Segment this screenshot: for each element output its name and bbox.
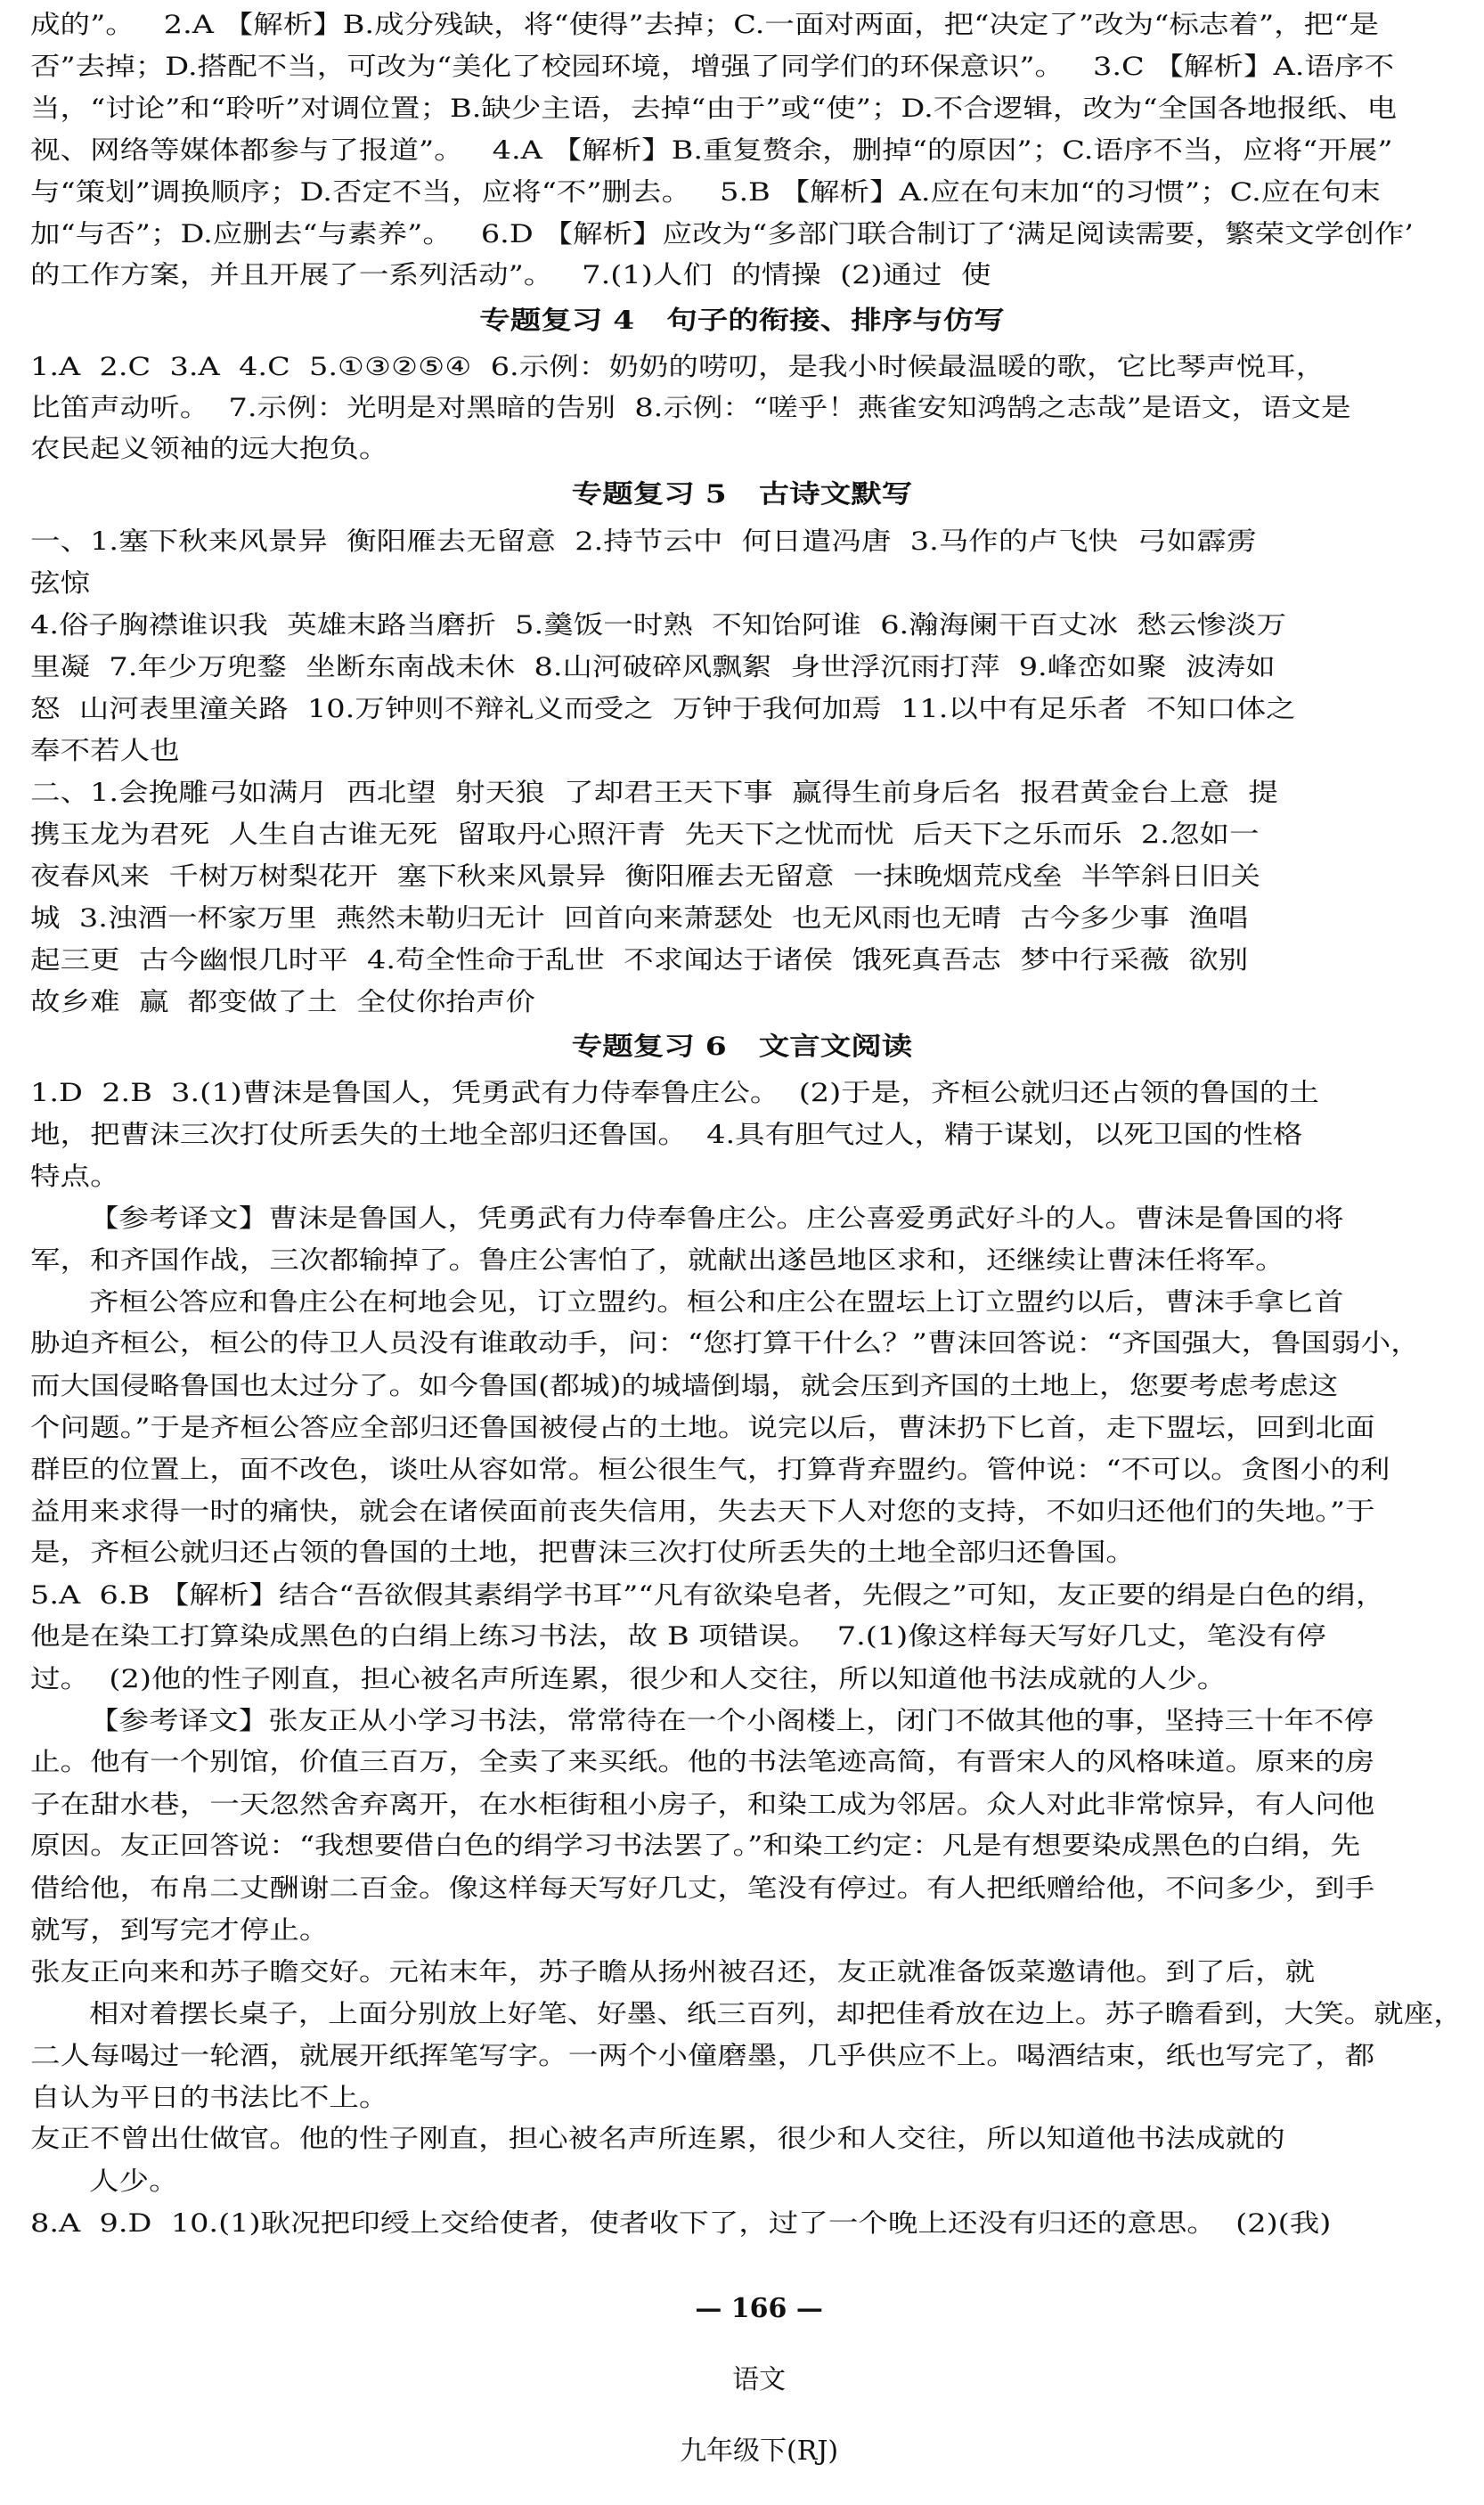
text-line: 就写，到写完才停止。 — [30, 1915, 330, 1945]
text-line: 的工作方案，并且开展了一系列活动”。 7.(1)人们 的情操 (2)通过 使 — [30, 261, 991, 290]
text-line: 1.A 2.C 3.A 4.C 5.①③②⑤④ 6.示例：奶奶的唠叨，是我小时候最温暖的歌，它比琴声悦耳， — [30, 352, 1326, 382]
text-line: 二、1.会挽雕弓如满月 西北望 射天狼 了却君王天下事 赢得生前身后名 报君黄金台上意 提 — [30, 778, 1278, 808]
text-line: 怒 山河表里潼关路 10.万钟则不辩礼义而受之 万钟于我何加焉 11.以中有足乐者 不知口体之 — [30, 694, 1296, 724]
text-line: 相对着摆长桌子，上面分别放上好笔、好墨、纸三百列，却把佳肴放在边上。苏子瞻看到，大笑。就座， — [89, 1999, 1464, 2028]
text-line: 二人每喝过一轮酒，就展开纸挥笔写字。一两个小僮磨墨，几乎供应不上。喝酒结束，纸也写完了，都 — [30, 2041, 1375, 2071]
text-line: 视、网络等媒体都参与了报道”。 4.A 【解析】B.重复赘余，删掉“的原因”；C.语序不当，应将“开展” — [30, 135, 1393, 165]
text-line: 夜春风来 千树万树梨花开 塞下秋来风景异 衡阳雁去无留意 一抹晚烟荒戍垒 半竿斜日旧关 — [30, 861, 1261, 892]
text-line: 地，把曹沫三次打仗所丢失的土地全部归还鲁国。 4.具有胆气过人，精于谋划，以死卫国的性格 — [30, 1120, 1303, 1149]
text-line: 5.A 6.B 【解析】结合“吾欲假其素绢学书耳”“凡有欲染皂者，先假之”可知，友正要的绢是白色的绢， — [30, 1580, 1386, 1611]
text-line: 群臣的位置上，面不改色，谈吐从容如常。桓公很生气，打算背弃盟约。管仲说：“不可以。贪图小的利 — [30, 1455, 1390, 1485]
text-line: 军，和齐国作战，三次都输掉了。鲁庄公害怕了，就献出遂邑地区求和，还继续让曹沫任将军。 — [30, 1245, 1285, 1276]
text-line: 农民起义领袖的远大抱负。 — [30, 434, 389, 464]
text-line: 特点。 — [30, 1162, 120, 1192]
text-line: 当，“讨论”和“聆听”对调位置；B.缺少主语，去掉“由于”或“使”；D.不合逻辑，改为“全国各地报纸、电 — [30, 94, 1397, 124]
text-line: 比笛声动听。 7.示例：光明是对黑暗的告别 8.示例：“嗟乎！燕雀安知鸿鹄之志哉”是语文，语文是 — [30, 393, 1351, 423]
section-heading: 专题复习 5 古诗文默写 — [571, 479, 913, 510]
text-line: 胁迫齐桓公，桓公的侍卫人员没有谁敢动手，问：“您打算干什么？”曹沫回答说：“齐国强大，鲁国弱小， — [30, 1329, 1421, 1359]
text-line: 张友正向来和苏子瞻交好。元祐末年，苏子瞻从扬州被召还，友正就准备饭菜邀请他。到了后，就 — [30, 1957, 1316, 1987]
text-line: 齐桓公答应和鲁庄公在柯地会见，订立盟约。桓公和庄公在盟坛上订立盟约以后，曹沫手拿匕首 — [89, 1287, 1344, 1318]
text-line: 人少。 — [89, 2166, 179, 2197]
footer-grade: 九年级下(RJ) — [680, 2436, 839, 2467]
text-line: 借给他，布帛二丈酬谢二百金。像这样每天写好几丈，笔没有停过。有人把纸赠给他，不问多少，到手 — [30, 1873, 1375, 1904]
text-line: 【参考译文】曹沫是鲁国人，凭勇武有力侍奉鲁庄公。庄公喜爱勇武好斗的人。曹沫是鲁国的将 — [89, 1204, 1344, 1233]
text-line: 而大国侵略鲁国也太过分了。如今鲁国(都城)的城墙倒塌，就会压到齐国的土地上，您要考虑考虑这 — [30, 1371, 1339, 1401]
text-line: 弦惊 — [30, 568, 91, 599]
text-line: 友正不曾出仕做官。他的性子刚直，担心被名声所连累，很少和人交往，所以知道他书法成就的 — [30, 2124, 1285, 2154]
text-line: 里凝 7.年少万兜鍪 坐断东南战未休 8.山河破碎风飘絮 身世浮沉雨打萍 9.峰峦如聚 波涛如 — [30, 652, 1276, 682]
text-line: 子在甜水巷，一天忽然舍弃离开，在水柜街租小房子，和染工成为邻居。众人对此非常惊异，有人问他 — [30, 1790, 1375, 1820]
text-line: 个问题。”于是齐桓公答应全部归还鲁国被侵占的土地。说完以后，曹沫扔下匕首，走下盟坛，回到北面 — [30, 1413, 1375, 1442]
text-line: 1.D 2.B 3.(1)曹沫是鲁国人，凭勇武有力侍奉鲁庄公。 (2)于是，齐桓公就归还占领的鲁国的土 — [30, 1078, 1319, 1108]
text-line: 加“与否”；D.应删去“与素养”。 6.D 【解析】应改为“多部门联合制订了‘满足阅读需要，繁荣文学创作’ — [30, 219, 1414, 249]
text-line: 止。他有一个别馆，价值三百万，全卖了来买纸。他的书法笔迹高简，有晋宋人的风格味道。原来的房 — [30, 1747, 1375, 1777]
footer-subject: 语文 — [732, 2364, 787, 2395]
text-line: 自认为平日的书法比不上。 — [30, 2083, 389, 2113]
text-line: 益用来求得一时的痛快，就会在诸侯面前丧失信用，失去天下人对您的支持，不如归还他们的失地。”于 — [30, 1497, 1375, 1527]
text-line: 故乡难 赢 都变做了土 全仗你抬声价 — [30, 987, 536, 1016]
text-line: 8.A 9.D 10.(1)耿况把印绶上交给使者，使者收下了，过了一个晚上还没有归还的意思。 (2)(我) — [30, 2208, 1332, 2238]
text-line: 4.俗子胸襟谁识我 英雄末路当磨折 5.羹饭一时熟 不知饴阿谁 6.瀚海阑干百丈冰 愁云惨淡万 — [30, 610, 1287, 641]
text-line: 过。 (2)他的性子刚直，担心被名声所连累，很少和人交往，所以知道他书法成就的人少。 — [30, 1664, 1227, 1694]
page-number: — 166 — — [695, 2293, 823, 2324]
section-heading: 专题复习 6 文言文阅读 — [571, 1032, 913, 1062]
section-heading: 专题复习 4 句子的衔接、排序与仿写 — [479, 306, 1005, 336]
text-line: 【参考译文】张友正从小学习书法，常常待在一个小阁楼上，闭门不做其他的事，坚持三十年不停 — [89, 1706, 1374, 1735]
text-line: 是，齐桓公就归还占领的鲁国的土地，把曹沫三次打仗所丢失的土地全部归还鲁国。 — [30, 1538, 1136, 1568]
text-line: 他是在染工打算染成黑色的白绢上练习书法，故 B 项错误。 7.(1)像这样每天写好几丈，笔没有停 — [30, 1622, 1326, 1652]
text-line: 否”去掉；D.搭配不当，可改为“美化了校园环境，增强了同学们的环保意识”。 3.C 【解析】A.语序不 — [30, 52, 1394, 81]
text-line: 成的”。 2.A 【解析】B.成分残缺，将“使得”去掉；C.一面对两面，把“决定了”改为“标志着”，把“是 — [30, 10, 1379, 40]
text-line: 起三更 古今幽恨几时平 4.苟全性命于乱世 不求闻达于诸侯 饿死真吾志 梦中行采薇 欲别 — [30, 945, 1249, 975]
text-line: 与“策划”调换顺序；D.否定不当，应将“不”删去。 5.B 【解析】A.应在句末加“的习惯”；C.应在句末 — [30, 177, 1381, 208]
text-line: 城 3.浊酒一杯家万里 燕然未勒归无计 回首向来萧瑟处 也无风雨也无晴 古今多少事 渔唱 — [30, 903, 1249, 934]
text-line: 原因。友正回答说：“我想要借白色的绢学习书法罢了。”和染工约定：凡是有想要染成黑色的白绢，先 — [30, 1831, 1361, 1861]
text-line: 奉不若人也 — [30, 736, 180, 766]
page-footer — [0, 2256, 1484, 2505]
text-line: 携玉龙为君死 人生自古谁无死 留取丹心照汗青 先天下之忧而忧 后天下之乐而乐 2.忽如一 — [30, 820, 1260, 850]
text-line: 一、1.塞下秋来风景异 衡阳雁去无留意 2.持节云中 何日遣冯唐 3.马作的卢飞快 弓如霹雳 — [30, 526, 1257, 557]
